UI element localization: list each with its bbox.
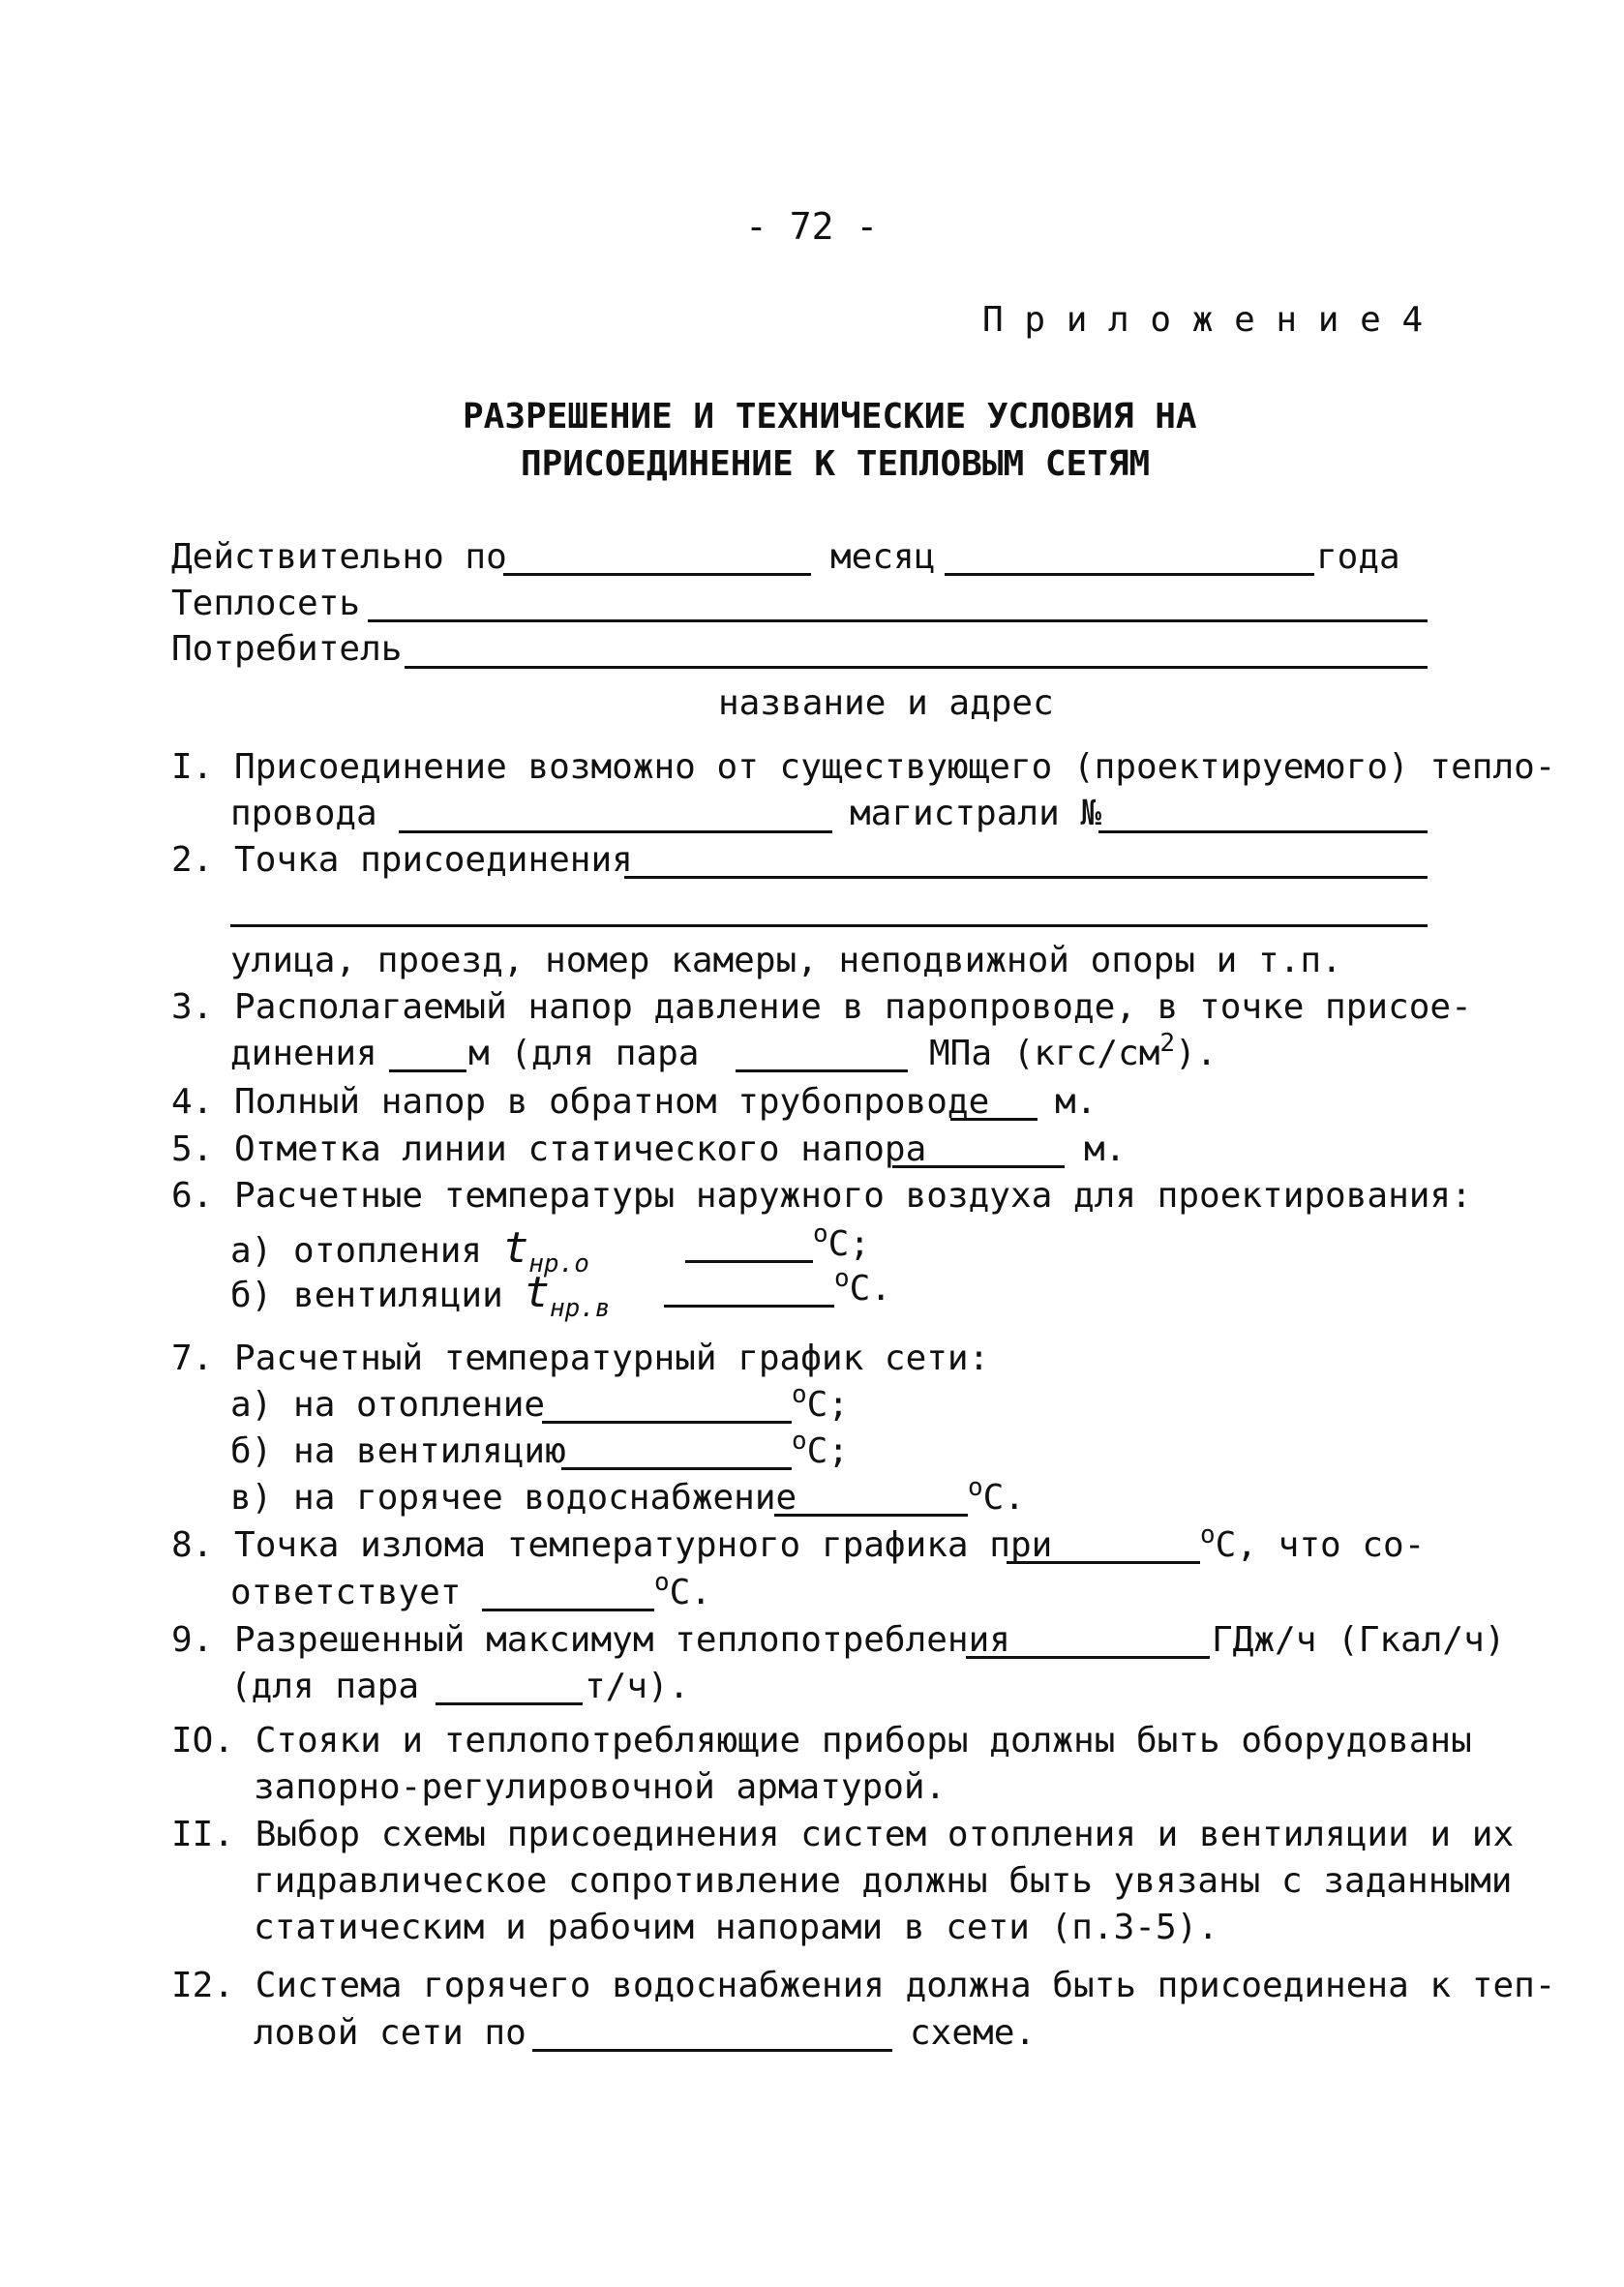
head-field[interactable]: [389, 1069, 466, 1072]
consumer-label: Потребитель: [171, 629, 403, 669]
steam-load-field[interactable]: [436, 1702, 583, 1705]
item-1-pipe-label: провода: [230, 794, 377, 833]
pipe-field[interactable]: [399, 830, 832, 833]
heating-network-label: Теплосеть: [171, 584, 361, 623]
item-1-main-label: магистрали №: [850, 794, 1102, 833]
break-point-temp-field[interactable]: [1007, 1561, 1200, 1564]
item-4-unit: м.: [1055, 1082, 1098, 1122]
page-number: - 72 -: [745, 205, 879, 248]
item-7a-unit: $^о$С;: [792, 1380, 850, 1425]
heating-schedule-field[interactable]: [542, 1421, 792, 1424]
item-6-label: 6. Расчетные температуры наружного воздуха для проектирования:: [171, 1176, 1472, 1216]
steam-pressure-field[interactable]: [736, 1069, 908, 1072]
main-number-field[interactable]: [1098, 830, 1428, 833]
item-3-steam-label: м (для пара: [468, 1034, 700, 1073]
item-8-corresponds-label: ответствует: [230, 1573, 462, 1612]
item-5-label: 5. Отметка линии статического напора: [171, 1129, 927, 1169]
hot-water-schedule-field[interactable]: [774, 1514, 968, 1517]
item-6b-unit: $^о$С.: [834, 1264, 892, 1309]
item-12-scheme-label: схеме.: [910, 2013, 1037, 2053]
item-10-line1: IO. Стояки и теплопотребляющие приборы должны быть оборудованы: [171, 1721, 1472, 1760]
item-3-line1: 3. Располагаемый напор давление в паропроводе, в точке присое-: [171, 987, 1472, 1027]
item-6a-unit: $^о$С;: [813, 1219, 871, 1264]
item-8-unit2: $^о$С.: [654, 1568, 712, 1612]
consumer-field[interactable]: [405, 666, 1428, 669]
item-1-line1: I. Присоединение возможно от существующего (проектируемого) тепло-: [171, 747, 1556, 787]
year-field[interactable]: [945, 573, 1314, 576]
document-title-line1: РАЗРЕШЕНИЕ И ТЕХНИЧЕСКИЕ УСЛОВИЯ НА: [463, 397, 1197, 436]
appendix-label: П р и л о ж е н и е 4: [982, 300, 1424, 340]
item-9-label: 9. Разрешенный максимум теплопотребления: [171, 1620, 1010, 1660]
item-7a-label: а) на отопление: [230, 1385, 546, 1425]
item-11-line3: статическим и рабочим напорами в сети (п.3-5).: [254, 1908, 1218, 1947]
item-11-line1: II. Выбор схемы присоединения систем отопления и вентиляции и их: [171, 1815, 1515, 1854]
item-2-hint: улица, проезд, номер камеры, неподвижной опоры и т.п.: [230, 941, 1342, 980]
ventilation-temp-field[interactable]: [664, 1305, 834, 1308]
item-5-unit: м.: [1084, 1129, 1127, 1169]
name-address-hint: название и адрес: [718, 683, 1054, 723]
hot-water-scheme-field[interactable]: [532, 2049, 892, 2052]
ventilation-schedule-field[interactable]: [561, 1467, 792, 1470]
item-3-unit: МПа $(кгс/см^2)$.: [929, 1029, 1218, 1073]
item-10-line2: запорно-регулировочной арматурой.: [254, 1767, 947, 1807]
item-9-steam-label: (для пара: [230, 1667, 420, 1706]
item-8-unit: $^о$С, что со-: [1200, 1520, 1426, 1565]
document-title-line2: ПРИСОЕДИНЕНИЕ К ТЕПЛОВЫМ СЕТЯМ: [521, 444, 1151, 484]
connection-point-field[interactable]: [624, 876, 1428, 879]
item-12-line2: ловой сети по: [254, 2013, 526, 2053]
return-head-field[interactable]: [950, 1118, 1038, 1121]
year-label: года: [1316, 537, 1400, 577]
item-7c-unit: $^о$С.: [968, 1473, 1026, 1518]
item-9-steam-unit: т/ч).: [585, 1667, 690, 1706]
valid-until-label: Действительно по: [171, 537, 507, 577]
item-8-label: 8. Точка излома температурного графика при: [171, 1525, 1053, 1565]
item-7b-label: б) на вентиляцию: [230, 1431, 566, 1471]
item-7-label: 7. Расчетный температурный график сети:: [171, 1339, 990, 1378]
item-9-unit: ГДж/ч (Гкал/ч): [1212, 1620, 1506, 1660]
item-12-line1: I2. Система горячего водоснабжения должна быть присоединена к теп-: [171, 1966, 1556, 2005]
item-6b-label: б) вентиляции $t_{нр.в}$: [230, 1268, 611, 1323]
heating-network-field[interactable]: [368, 619, 1428, 622]
item-7c-label: в) на горячее водоснабжение: [230, 1478, 797, 1518]
item-7b-unit: $^о$С;: [792, 1427, 850, 1471]
item-4-label: 4. Полный напор в обратном трубопроводе: [171, 1082, 990, 1122]
heating-temp-field[interactable]: [685, 1260, 813, 1263]
item-6a-label: а) отопления $t_{нр.о}$: [230, 1223, 589, 1279]
item-11-line2: гидравлическое сопротивление должны быть увязаны с заданными: [254, 1861, 1513, 1901]
item-2-label: 2. Точка присоединения: [171, 840, 633, 880]
connection-point-field-line2[interactable]: [230, 924, 1428, 927]
max-heat-load-field[interactable]: [966, 1656, 1210, 1659]
item-3-connection-label: динения: [230, 1034, 377, 1073]
corresponds-temp-field[interactable]: [482, 1609, 654, 1611]
static-head-field[interactable]: [892, 1165, 1065, 1168]
valid-until-day-field[interactable]: [503, 573, 811, 576]
month-label: месяц: [830, 537, 936, 577]
